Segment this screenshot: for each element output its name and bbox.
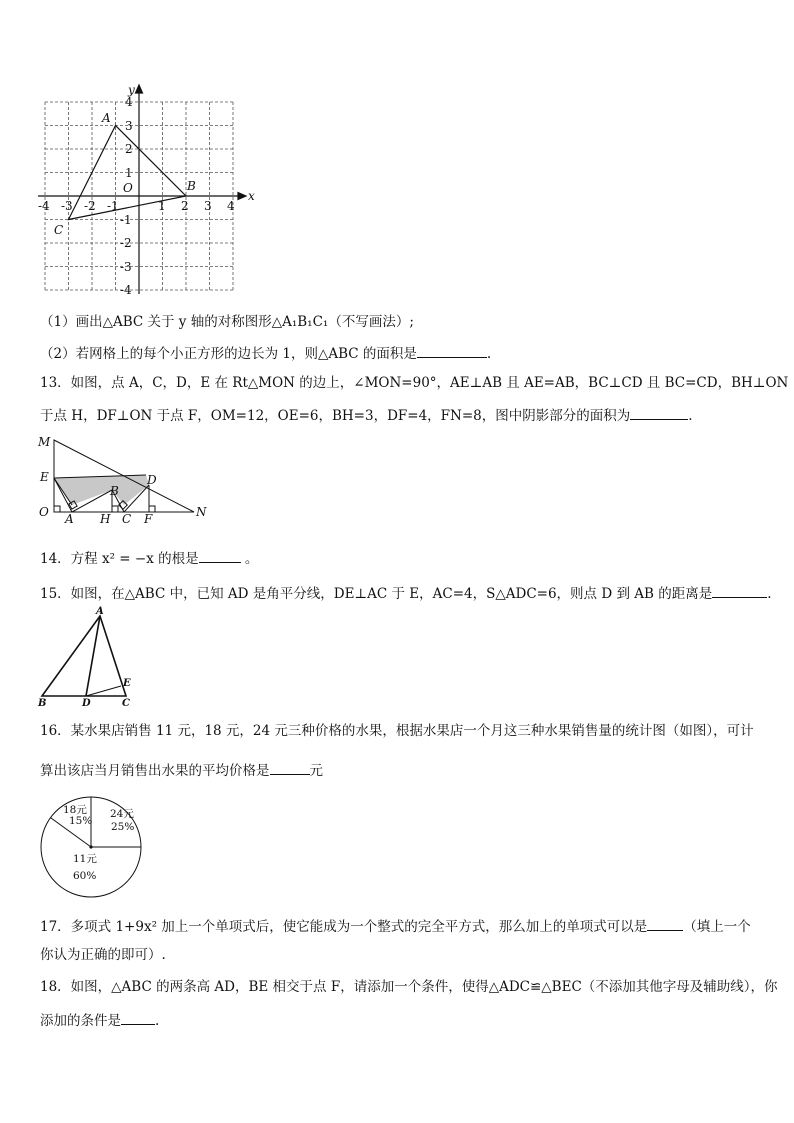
slice-percent: 25% xyxy=(111,821,135,833)
q12-part1: （1）画出△ABC 关于 y 轴的对称图形△A₁B₁C₁（不写画法）; xyxy=(40,314,414,330)
point-label-a: A xyxy=(65,512,74,524)
slice-label: 11元 xyxy=(73,853,97,865)
point-label-h: H xyxy=(100,512,111,524)
y-tick-label: -1 xyxy=(120,213,132,227)
x-tick-label: 1 xyxy=(158,199,166,213)
q18-line1: 18．如图，△ABC 的两条高 AD，BE 相交于点 F，请添加一个条件，使得△ADC≌△BEC（不添加其他字母及辅助线），你 xyxy=(40,979,778,995)
y-tick-label: 2 xyxy=(125,142,133,156)
y-tick-label: 1 xyxy=(125,166,133,180)
y-tick-label: -3 xyxy=(120,260,132,274)
point-label-e: E xyxy=(40,470,49,484)
point-label-b: B xyxy=(38,698,47,708)
pie-chart xyxy=(38,795,150,903)
point-label-a: A xyxy=(96,606,104,617)
point-label-d: D xyxy=(82,698,91,708)
q13-line1: 13．如图，点 A，C，D，E 在 Rt△MON 的边上，∠MON=90°，AE⊥AB 且 AE=AB，BC⊥CD 且 BC=CD，BH⊥ON xyxy=(40,375,789,391)
x-tick-label: -4 xyxy=(38,199,50,213)
point-label-o: O xyxy=(39,505,49,519)
point-label-n: N xyxy=(196,505,207,519)
triangle-abc xyxy=(42,616,126,696)
point-label-b: B xyxy=(187,179,196,193)
point-label-b: B xyxy=(110,484,119,498)
y-tick-label: 4 xyxy=(125,95,133,109)
x-tick-label: -1 xyxy=(107,199,119,213)
slice-label: 18元 xyxy=(63,804,87,816)
q13-figure xyxy=(34,432,214,524)
q12-part2: （2）若网格上的每个小正方形的边长为 1，则△ABC 的面积是 . xyxy=(40,343,491,363)
point-label-f: F xyxy=(144,512,153,524)
x-tick-label: 2 xyxy=(181,199,189,213)
q16-line2: 算出该店当月销售出水果的平均价格是 元 xyxy=(40,760,323,780)
answer-blank[interactable] xyxy=(121,1010,155,1025)
point-label-c: C xyxy=(122,512,132,524)
point-label-d: D xyxy=(147,473,157,487)
x-axis-arrow xyxy=(238,193,246,200)
pie-center xyxy=(89,845,92,848)
x-axis-label: x xyxy=(248,189,255,203)
answer-blank[interactable] xyxy=(417,343,487,358)
y-tick-label: 3 xyxy=(125,119,133,133)
slice-percent: 60% xyxy=(73,870,97,882)
point-label-a: A xyxy=(102,111,111,125)
q17-line1: 17．多项式 1+9x² 加上一个单项式后，使它能成为一个整式的完全平方式，那么加上的单项式可以是 （填上一个 xyxy=(40,916,751,936)
slice-percent: 15% xyxy=(69,815,93,827)
answer-blank[interactable] xyxy=(270,760,310,775)
q18-line2: 添加的条件是 . xyxy=(40,1010,159,1030)
answer-blank[interactable] xyxy=(647,916,683,931)
x-tick-label: -2 xyxy=(84,199,96,213)
q13-line2: 于点 H，DF⊥ON 于点 F，OM=12，OE=6，BH=3，DF=4，FN=8，图中阴影部分的面积为 . xyxy=(40,405,693,425)
coordinate-grid-figure xyxy=(30,82,260,300)
q16-line1: 16．某水果店销售 11 元，18 元，24 元三种价格的水果，根据水果店一个月这三种水果销售量的统计图（如图），可计 xyxy=(40,723,754,739)
y-axis-label: y xyxy=(128,83,135,97)
answer-blank[interactable] xyxy=(712,583,767,598)
answer-blank[interactable] xyxy=(199,548,241,563)
x-tick-label: -3 xyxy=(61,199,73,213)
q15-text: 15．如图，在△ABC 中，已知 AD 是角平分线，DE⊥AC 于 E，AC=4，S△ADC=6，则点 D 到 AB 的距离是 . xyxy=(40,583,772,603)
y-axis-arrow xyxy=(136,85,143,93)
origin-label: O xyxy=(123,181,133,195)
q14-text: 14．方程 x² = −x 的根是 。 xyxy=(40,548,258,568)
q15-figure xyxy=(36,606,140,708)
point-label-e: E xyxy=(123,678,131,689)
x-tick-label: 3 xyxy=(204,199,212,213)
y-tick-label: -4 xyxy=(120,283,132,297)
point-label-m: M xyxy=(38,435,51,449)
y-tick-label: -2 xyxy=(120,236,132,250)
q17-line2: 你认为正确的即可）. xyxy=(40,947,166,963)
answer-blank[interactable] xyxy=(630,405,688,420)
point-label-c: C xyxy=(54,223,64,237)
x-tick-label: 4 xyxy=(227,199,235,213)
point-label-c: C xyxy=(122,698,130,708)
slice-label: 24元 xyxy=(110,808,134,820)
